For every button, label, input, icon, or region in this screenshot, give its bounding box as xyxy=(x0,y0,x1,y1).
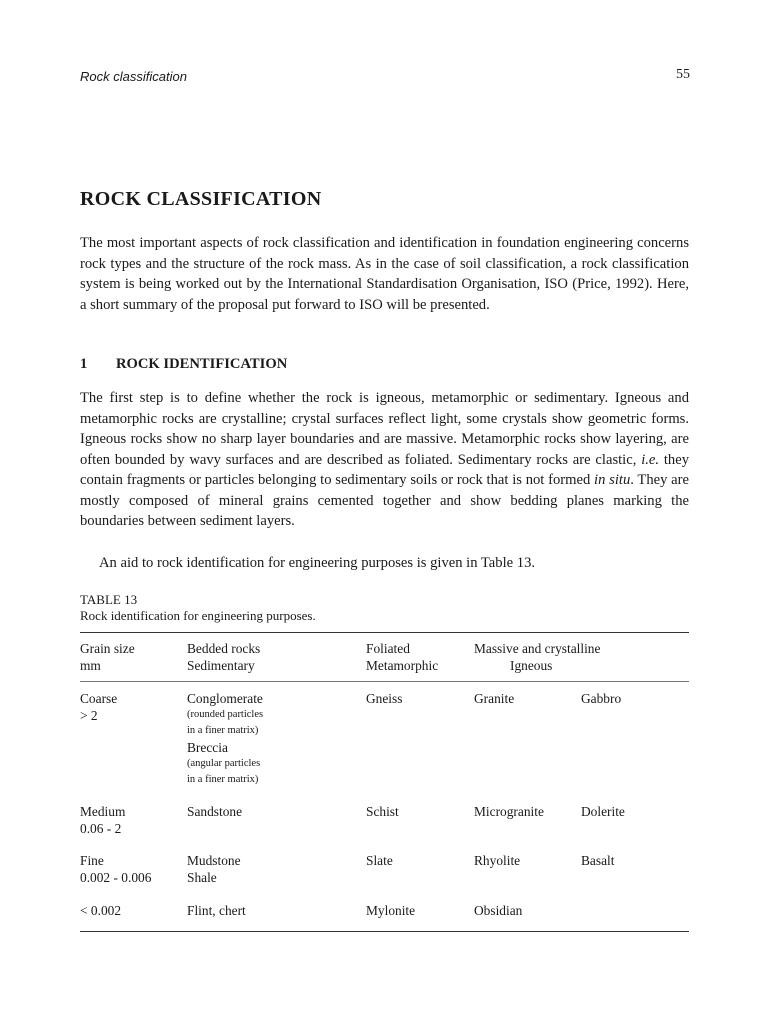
table-caption-text: Rock identification for engineering purposes. xyxy=(80,608,316,623)
paragraph-text-2: they contain fragments or particles belonging to sedimentary soils or rock that is not formed xyxy=(80,451,690,488)
header-grain-size-label: Grain size xyxy=(80,641,135,656)
header-foliated-sub: Metamorphic xyxy=(366,658,439,673)
table-row-medium-grain xyxy=(80,803,125,837)
header-massive-sub: Igneous xyxy=(510,658,553,673)
rock-name: Conglomerate xyxy=(187,691,263,706)
table-row-finest-bedded: Flint, chert xyxy=(187,903,246,918)
header-foliated xyxy=(366,640,438,674)
table-row-medium-bedded: Sandstone xyxy=(187,804,243,819)
grain-name: Medium xyxy=(80,804,126,819)
table-reference-paragraph: An aid to rock identification for engineering purposes is given in Table 13. xyxy=(99,555,536,571)
table-row-fine-bedded xyxy=(187,852,241,886)
table-row-coarse-bedded xyxy=(187,690,263,788)
grain-range: 0.06 - 2 xyxy=(80,821,122,836)
header-massive xyxy=(474,640,634,674)
table-row-fine-grain xyxy=(80,852,151,886)
table-row-finest-foliated: Mylonite xyxy=(366,903,416,918)
rock-name: Mudstone xyxy=(187,853,241,868)
table-row-finest-grain: < 0.002 xyxy=(80,903,122,918)
header-bedded xyxy=(187,640,260,674)
header-grain-size xyxy=(80,640,135,674)
header-grain-unit: mm xyxy=(80,658,101,673)
intro-paragraph: The most important aspects of rock classification and identification in foundation engineering concerns rock types and the structure of the rock mass. As in the case of soil classification, a rock classification system is being worked out by the International Standardisation Organisation, ISO (Price, 1992). Here, a short summary of the proposal put forward to ISO will be presented. xyxy=(80,235,689,313)
rock-note: (rounded particles xyxy=(187,709,264,720)
in-situ-term: in situ xyxy=(594,472,631,488)
paragraph-text-1: The first step is to define whether the rock is igneous, metamorphic or sedimentary. Igneous and metamorphic rocks are crystalline; crystal surfaces reflect light, some crystals show geometric forms. Igneous rocks show no sharp layer boundaries and are massive. Metamorphic rocks show layering, are often bounded by wavy surfaces and are described as foliated. Sedimentary rocks are clastic, xyxy=(80,390,689,468)
rock-note: (angular particles xyxy=(187,758,261,769)
paragraph-text-3: . They are mostly composed of mineral grains cemented together and show bedding planes marking the boundaries between sediment layers. xyxy=(80,472,689,529)
header-massive-label: Massive and crystalline xyxy=(474,641,601,656)
header-bedded-sub: Sedimentary xyxy=(187,658,255,673)
table-row-medium-massive-1: Microgranite xyxy=(474,804,544,819)
grain-name: Coarse xyxy=(80,691,118,706)
table-bottom-rule xyxy=(80,931,689,932)
table-row-coarse-grain xyxy=(80,690,117,724)
table-row-medium-massive-2: Dolerite xyxy=(581,804,625,819)
grain-range: > 2 xyxy=(80,708,98,723)
page-title: ROCK CLASSIFICATION xyxy=(80,188,322,210)
table-row-fine-foliated: Slate xyxy=(366,853,393,868)
table-row-medium-foliated: Schist xyxy=(366,804,399,819)
rock-note: in a finer matrix) xyxy=(187,774,259,785)
table-row-coarse-massive-2: Gabbro xyxy=(581,691,622,706)
rock-name: Breccia xyxy=(187,740,228,755)
table-row-coarse-foliated: Gneiss xyxy=(366,691,403,706)
table-row-fine-massive-1: Rhyolite xyxy=(474,853,521,868)
table-caption xyxy=(80,592,316,624)
table-row-fine-massive-2: Basalt xyxy=(581,853,615,868)
table-label: TABLE 13 xyxy=(80,592,138,607)
grain-range: 0.002 - 0.006 xyxy=(80,870,152,885)
identification-paragraph xyxy=(80,388,689,532)
ie-abbreviation: i.e. xyxy=(641,451,660,468)
page-number: 55 xyxy=(676,67,690,82)
table-row-finest-massive-1: Obsidian xyxy=(474,903,523,918)
section-number: 1 xyxy=(80,356,88,372)
section-heading xyxy=(80,356,287,373)
header-bedded-label: Bedded rocks xyxy=(187,641,261,656)
running-head: Rock classification xyxy=(80,69,187,84)
section-title: ROCK IDENTIFICATION xyxy=(116,356,288,372)
rock-name: Shale xyxy=(187,870,217,885)
rock-note: in a finer matrix) xyxy=(187,725,259,736)
table-top-rule xyxy=(80,632,689,633)
header-foliated-label: Foliated xyxy=(366,641,410,656)
table-header-rule xyxy=(80,681,689,682)
grain-name: Fine xyxy=(80,853,104,868)
table-row-coarse-massive-1: Granite xyxy=(474,691,515,706)
